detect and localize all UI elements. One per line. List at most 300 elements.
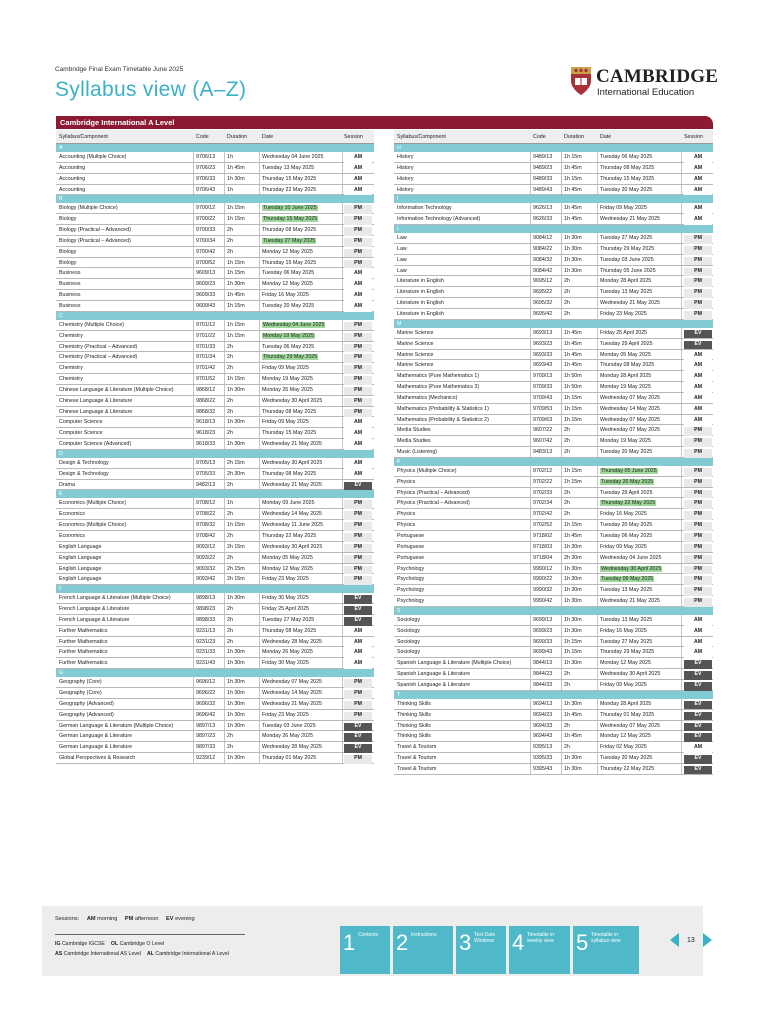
table-row <box>394 415 713 426</box>
section-row <box>394 195 713 203</box>
syllabus-cell: Thinking Skills <box>397 733 431 740</box>
column-divider <box>224 301 225 311</box>
column-divider <box>224 721 225 731</box>
date-cell: Tuesday 29 April 2025 <box>600 489 653 496</box>
column-divider <box>193 385 194 395</box>
session-badge: PM <box>684 587 712 596</box>
section-letter: P <box>397 458 401 465</box>
syllabus-cell: Law <box>397 256 407 263</box>
session-badge: PM <box>684 566 712 575</box>
table-row <box>394 731 713 742</box>
code-cell: 9701/12 <box>196 321 216 328</box>
syllabus-cell: Information Technology (Advanced) <box>397 216 481 223</box>
date-cell: Wednesday 14 May 2025 <box>600 405 660 412</box>
code-cell: 9718/03 <box>533 543 553 550</box>
column-divider <box>342 520 343 530</box>
column-divider <box>224 163 225 173</box>
column-divider <box>530 615 531 625</box>
date-cell: Tuesday 20 May 2025 <box>600 186 653 193</box>
column-divider <box>193 247 194 257</box>
code-cell: 9709/63 <box>533 416 553 423</box>
date-cell: Monday 12 May 2025 <box>600 660 651 667</box>
session-badge: EV <box>684 755 712 764</box>
date-cell: Monday 26 May 2025 <box>262 733 313 740</box>
column-divider <box>342 677 343 687</box>
date-cell: Wednesday 30 April 2025 <box>262 459 323 466</box>
column-divider <box>342 615 343 625</box>
table-row <box>394 185 713 196</box>
duration-cell: 1h 15m <box>227 321 245 328</box>
nav-tab-1[interactable] <box>340 926 390 974</box>
syllabus-cell: Literature in English <box>397 300 444 307</box>
session-badge: EV <box>684 733 712 742</box>
column-divider <box>530 350 531 360</box>
date-cell: Friday 16 May 2025 <box>600 627 647 634</box>
nav-tab-5[interactable] <box>573 926 639 974</box>
duration-cell: 1h 30m <box>564 256 582 263</box>
column-divider <box>597 309 598 319</box>
column-divider <box>224 320 225 330</box>
syllabus-cell: Accounting (Multiple Choice) <box>59 154 127 160</box>
column-divider <box>224 428 225 438</box>
code-cell: 9709/53 <box>533 405 553 412</box>
session-badge: PM <box>344 566 372 575</box>
duration-cell: 1h 30m <box>564 587 582 594</box>
column-divider <box>530 436 531 446</box>
column-divider <box>597 436 598 446</box>
column-divider <box>259 742 260 752</box>
code-cell: 9990/22 <box>533 576 553 583</box>
column-divider <box>597 214 598 224</box>
column-divider <box>561 404 562 414</box>
session-badge: AM <box>344 187 372 196</box>
column-divider <box>597 731 598 741</box>
nav-tab-2[interactable] <box>393 926 453 974</box>
code-cell: 9489/33 <box>533 175 553 182</box>
column-divider <box>530 266 531 276</box>
duration-cell: 1h 30m <box>227 755 245 762</box>
column-divider <box>530 415 531 425</box>
column-divider <box>342 203 343 213</box>
table-row <box>394 637 713 648</box>
column-divider <box>530 764 531 774</box>
duration-cell: 1h 30m <box>564 598 582 605</box>
column-divider <box>681 371 682 381</box>
column-divider <box>681 415 682 425</box>
table-row <box>56 564 374 575</box>
column-divider <box>530 214 531 224</box>
column-divider <box>259 203 260 213</box>
session-badge: AM <box>344 441 372 450</box>
session-badge: AM <box>684 649 712 658</box>
table-row <box>394 328 713 339</box>
session-badge: PM <box>344 387 372 396</box>
column-divider <box>259 417 260 427</box>
duration-cell: 1h <box>227 500 233 507</box>
syllabus-cell: Marine Science <box>397 351 434 358</box>
column-divider <box>681 404 682 414</box>
duration-cell: 2h <box>227 616 233 623</box>
code-cell: 9084/22 <box>533 245 553 252</box>
table-row <box>56 385 374 396</box>
syllabus-cell: Psychology <box>397 587 425 594</box>
column-divider <box>561 753 562 763</box>
section-row <box>56 312 374 320</box>
column-divider <box>224 531 225 541</box>
column-divider <box>530 731 531 741</box>
syllabus-cell: French Language & Literature (Multiple Choice) <box>59 595 171 602</box>
column-divider <box>561 680 562 690</box>
table-row <box>394 266 713 277</box>
syllabus-cell: French Language & Literature <box>59 606 130 613</box>
date-cell: Wednesday 21 May 2025 <box>600 300 660 307</box>
table-row <box>394 152 713 163</box>
session-badge: AM <box>344 649 372 658</box>
date-cell: Tuesday 06 May 2025 <box>600 154 653 160</box>
column-divider <box>530 309 531 319</box>
column-divider <box>224 647 225 657</box>
table-row <box>56 185 374 196</box>
column-divider <box>530 626 531 636</box>
session-badge: PM <box>684 289 712 298</box>
column-divider <box>259 574 260 584</box>
column-divider <box>561 596 562 606</box>
column-divider <box>193 163 194 173</box>
column-divider <box>259 342 260 352</box>
duration-cell: 1h 15m <box>227 522 245 529</box>
syllabus-cell: Biology (Multiple Choice) <box>59 205 118 212</box>
date-cell: Monday 05 May 2025 <box>600 351 651 358</box>
table-row <box>56 593 374 604</box>
column-divider <box>681 185 682 195</box>
table-row <box>394 710 713 721</box>
column-divider <box>193 279 194 289</box>
table-row <box>394 244 713 255</box>
duration-cell: 1h 15m <box>227 376 245 383</box>
column-divider <box>681 339 682 349</box>
column-divider <box>561 255 562 265</box>
date-cell: Friday 23 May 2025 <box>600 310 647 317</box>
session-badge: PM <box>684 235 712 244</box>
page-title: Syllabus view (A–Z) <box>55 78 247 101</box>
session-badge: AM <box>684 205 712 214</box>
column-divider <box>342 320 343 330</box>
table-row <box>56 363 374 374</box>
date-cell: Friday 23 May 2025 <box>262 711 309 718</box>
column-divider <box>561 309 562 319</box>
duration-cell: 1h 15m <box>564 478 582 485</box>
date-cell: Friday 09 May 2025 <box>262 365 309 372</box>
nav-tab-4[interactable] <box>509 926 570 974</box>
column-divider <box>561 266 562 276</box>
table-row <box>394 477 713 488</box>
session-badge: PM <box>684 268 712 277</box>
session-badge: PM <box>344 205 372 214</box>
column-divider <box>681 203 682 213</box>
nav-tab-label: Timetable in weekly view <box>527 932 555 944</box>
column-divider <box>342 480 343 490</box>
syllabus-cell: Global Perspectives & Research <box>59 755 136 762</box>
code-cell: 9693/13 <box>533 329 553 336</box>
date-cell: Friday 25 April 2025 <box>262 606 310 613</box>
table-row <box>394 753 713 764</box>
column-divider <box>597 415 598 425</box>
header-syllabus: Syllabus/Component <box>59 134 108 140</box>
date-cell: Monday 26 May 2025 <box>262 649 313 656</box>
syllabus-cell: Biology <box>59 216 77 223</box>
code-cell: 9489/13 <box>533 154 553 160</box>
column-divider <box>597 615 598 625</box>
table-row <box>56 699 374 710</box>
duration-cell: 1h 50m <box>564 373 582 380</box>
left-table <box>56 130 374 764</box>
duration-cell: 1h 30m <box>564 565 582 572</box>
column-divider <box>597 185 598 195</box>
table-row <box>56 553 374 564</box>
prev-page-icon[interactable] <box>670 933 679 947</box>
column-divider <box>259 374 260 384</box>
column-divider <box>259 385 260 395</box>
duration-cell: 2h <box>564 289 570 296</box>
column-divider <box>530 520 531 530</box>
syllabus-cell: Mathematics (Mechanics) <box>397 394 458 401</box>
section-row <box>394 607 713 615</box>
code-cell: 9706/43 <box>196 186 216 193</box>
session-badge: AM <box>684 617 712 626</box>
column-divider <box>530 425 531 435</box>
column-divider <box>597 371 598 381</box>
table-row <box>56 458 374 469</box>
duration-cell: 2h 15m <box>227 565 245 572</box>
column-divider <box>193 342 194 352</box>
column-divider <box>193 647 194 657</box>
brand-sub: International Education <box>597 87 695 98</box>
column-divider <box>193 564 194 574</box>
column-divider <box>530 174 531 184</box>
column-divider <box>561 731 562 741</box>
table-row <box>394 520 713 531</box>
duration-cell: 1h 30m <box>227 595 245 602</box>
column-divider <box>342 185 343 195</box>
column-divider <box>224 331 225 341</box>
column-divider <box>259 458 260 468</box>
column-divider <box>681 477 682 487</box>
date-cell: Wednesday 07 May 2025 <box>262 679 322 686</box>
column-divider <box>259 564 260 574</box>
column-divider <box>342 363 343 373</box>
syllabus-cell: Drama <box>59 481 75 488</box>
session-badge: EV <box>344 482 372 491</box>
session-badge: EV <box>684 660 712 669</box>
column-divider <box>224 279 225 289</box>
column-divider <box>259 225 260 235</box>
table-row <box>56 203 374 214</box>
column-divider <box>224 604 225 614</box>
date-cell: Thursday 05 June 2025 <box>600 267 656 274</box>
syllabus-cell: Law <box>397 235 407 242</box>
session-badge: AM <box>684 373 712 382</box>
date-cell: Wednesday 21 May 2025 <box>600 598 660 605</box>
table-row <box>394 404 713 415</box>
table-row <box>56 152 374 163</box>
column-divider <box>530 637 531 647</box>
table-row <box>394 721 713 732</box>
column-divider <box>224 542 225 552</box>
duration-cell: 2h <box>564 300 570 307</box>
date-cell: Tuesday 20 May 2025 <box>600 522 653 529</box>
shield-icon <box>570 66 592 96</box>
table-row <box>394 360 713 371</box>
session-badge: AM <box>344 430 372 439</box>
session-badge: AM <box>684 154 712 163</box>
code-cell: 9898/23 <box>196 606 216 613</box>
session-badge: PM <box>344 544 372 553</box>
code-cell: 9695/12 <box>533 278 553 285</box>
code-cell: 9696/42 <box>196 711 216 718</box>
column-divider <box>224 268 225 278</box>
column-divider <box>561 542 562 552</box>
column-divider <box>224 593 225 603</box>
section-letter: G <box>59 670 64 677</box>
column-divider <box>193 352 194 362</box>
next-page-icon[interactable] <box>703 933 712 947</box>
code-cell: 9718/02 <box>533 533 553 539</box>
table-row <box>56 647 374 658</box>
duration-cell: 2h <box>227 627 233 634</box>
duration-cell: 2h <box>227 638 233 645</box>
date-cell: Monday 28 April 2025 <box>600 700 652 707</box>
code-cell: 9618/13 <box>196 419 216 426</box>
page-number: 13 <box>687 937 695 944</box>
cambridge-logo <box>570 66 720 100</box>
table-row <box>56 677 374 688</box>
session-desc: morning <box>97 916 118 922</box>
code-cell: 9706/33 <box>196 175 216 182</box>
duration-cell: 2h <box>564 310 570 317</box>
column-divider <box>193 637 194 647</box>
exam-timetable-subtitle: Cambridge Final Exam Timetable June 2025 <box>55 66 184 73</box>
date-cell: Thursday 22 May 2025 <box>262 186 317 193</box>
session-badge: PM <box>684 500 712 509</box>
column-divider <box>597 233 598 243</box>
column-divider <box>224 225 225 235</box>
column-divider <box>681 447 682 457</box>
duration-cell: 1h 30m <box>564 616 582 623</box>
duration-cell: 1h 45m <box>564 340 582 347</box>
column-divider <box>561 742 562 752</box>
column-divider <box>530 710 531 720</box>
column-divider <box>224 342 225 352</box>
syllabus-cell: Physics <box>397 478 416 485</box>
session-badge: PM <box>344 555 372 564</box>
code-cell: 9700/42 <box>196 248 216 255</box>
date-cell: Wednesday 30 April 2025 <box>262 543 323 550</box>
duration-cell: 1h 30m <box>564 267 582 274</box>
qualification-code: OL <box>110 941 119 947</box>
column-divider <box>342 396 343 406</box>
duration-cell: 1h 45m <box>564 164 582 171</box>
syllabus-cell: German Language & Literature <box>59 733 133 740</box>
column-divider <box>224 174 225 184</box>
header-duration: Duration <box>227 134 248 140</box>
session-desc: evening <box>175 916 195 922</box>
duration-cell: 2h 15m <box>227 543 245 550</box>
legend-divider <box>55 934 245 935</box>
column-divider <box>259 236 260 246</box>
column-divider <box>259 604 260 614</box>
duration-cell: 2h <box>227 365 233 372</box>
date-cell: Wednesday 30 April 2025 <box>600 671 661 678</box>
column-divider <box>224 236 225 246</box>
table-row <box>394 436 713 447</box>
code-cell: 9702/33 <box>533 489 553 496</box>
nav-tab-label: Contents <box>358 932 379 938</box>
syllabus-cell: Geography (Advanced) <box>59 700 114 707</box>
column-divider <box>193 593 194 603</box>
column-divider <box>561 360 562 370</box>
table-row <box>394 647 713 658</box>
session-badge: AM <box>344 270 372 279</box>
column-divider <box>561 185 562 195</box>
column-divider <box>342 428 343 438</box>
duration-cell: 1h 30m <box>227 660 245 667</box>
column-divider <box>681 753 682 763</box>
session-badge: AM <box>684 417 712 426</box>
session-badge: AM <box>344 165 372 174</box>
duration-cell: 2h <box>227 248 233 255</box>
code-cell: 9696/12 <box>196 679 216 686</box>
column-divider <box>530 498 531 508</box>
duration-cell: 2h <box>227 554 233 561</box>
column-divider <box>193 407 194 417</box>
code-cell: 9868/32 <box>196 408 216 415</box>
syllabus-cell: Accounting <box>59 164 86 171</box>
column-divider <box>259 647 260 657</box>
column-divider <box>597 753 598 763</box>
table-row <box>56 396 374 407</box>
session-badge: PM <box>684 555 712 564</box>
column-divider <box>597 669 598 679</box>
duration-cell: 1h 45m <box>564 733 582 740</box>
qualification-line <box>55 949 229 959</box>
column-divider <box>530 553 531 563</box>
duration-cell: 1h 30m <box>564 235 582 242</box>
date-cell: Thursday 15 May 2025 <box>262 175 317 182</box>
column-divider <box>342 688 343 698</box>
column-divider <box>530 574 531 584</box>
section-row <box>56 144 374 152</box>
column-divider <box>530 382 531 392</box>
column-divider <box>681 152 682 162</box>
column-divider <box>259 626 260 636</box>
nav-tab-3[interactable] <box>456 926 506 974</box>
table-row <box>56 721 374 732</box>
session-badge: PM <box>684 427 712 436</box>
syllabus-cell: Physics (Multiple Choice) <box>397 467 457 474</box>
session-badge: AM <box>344 176 372 185</box>
code-cell: 9231/13 <box>196 627 216 634</box>
qualification-desc: Cambridge International A Level <box>155 951 229 957</box>
duration-cell: 1h 45m <box>564 362 582 369</box>
column-divider <box>259 247 260 257</box>
table-row <box>56 352 374 363</box>
column-divider <box>597 699 598 709</box>
session-badge: PM <box>684 257 712 266</box>
section-row <box>394 225 713 233</box>
header-syllabus: Syllabus/Component <box>397 134 446 140</box>
column-divider <box>530 447 531 457</box>
nav-tab-label: Test Date Windows <box>474 932 496 944</box>
